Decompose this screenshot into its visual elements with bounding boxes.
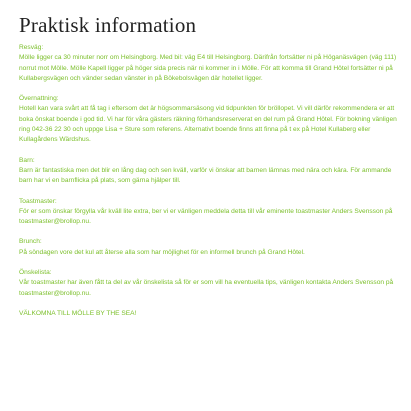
page-title: Praktisk information: [19, 13, 197, 37]
section-heading: Toastmaster:: [19, 197, 57, 205]
section-children: [19, 156, 401, 187]
section-wishlist: [19, 268, 401, 299]
section-heading: Barn:: [19, 156, 35, 164]
section-heading: Önskelista:: [19, 269, 52, 277]
section-text: För er som önskar förgylla vår kväll lite extra, ber vi er vänligen meddela detta till vår eminente toastmaster Anders Svensson på toastmaster@brollop.nu.: [19, 207, 393, 226]
section-text: Mölle ligger ca 30 minuter norr om Helsingborg. Med bil: väg E4 till Helsingborg. Därifrån fortsätter ni på Höganäsvägen (väg 111) norrut mot Mölle. Mölle Kapell ligger på höger sida precis när ni kommer in i Mölle. För att komma till Grand Hôtel fortsätter ni på Kullabergsvägen och vänder sedan vänster in på Bökebolsvägen där hotellet ligger.: [19, 54, 397, 82]
section-text: Barn är fantastiska men det blir en lång dag och sen kväll, varför vi önskar att barnen lämnas med nära och kära. För ammande barn har vi en barnflicka på plats, som gärna hjälper till.: [19, 166, 392, 185]
section-heading: Övernattning:: [19, 95, 59, 103]
section-text: På söndagen vore det kul att återse alla som har möjlighet för en informell brunch på Grand Hôtel.: [19, 248, 305, 256]
section-brunch: [19, 237, 401, 258]
section-toastmaster: [19, 197, 401, 228]
section-text: Hotell kan vara svårt att få tag i eftersom det är högsommarsäsong vid tidpunkten för bröllopet. Vi vill därför rekommendera er att boka önskat boende i god tid. Vi har för våra gästers räkning förhandsreserverat en del rum på Grand Hôtel. För bokning vänligen ring 042-36 22 30 och uppge Lisa + Sture som referens. Alternativt boende finns att finna på t ex på Hotel Kullaberg eller Kullagårdens Wärdshus.: [19, 105, 397, 144]
section-text: Vår toastmaster har även fått ta del av vår önskelista så för er som vill ha eventuella tips, vänligen kontakta Anders Svensson på toastmaster@brollop.nu.: [19, 279, 394, 297]
section-heading: Brunch:: [19, 238, 42, 246]
section-travel: [19, 43, 401, 84]
section-heading: Resväg:: [19, 44, 44, 51]
closing-text: VÄLKOMNA TILL MÖLLE BY THE SEA!: [19, 309, 137, 317]
section-accommodation: [19, 94, 401, 145]
